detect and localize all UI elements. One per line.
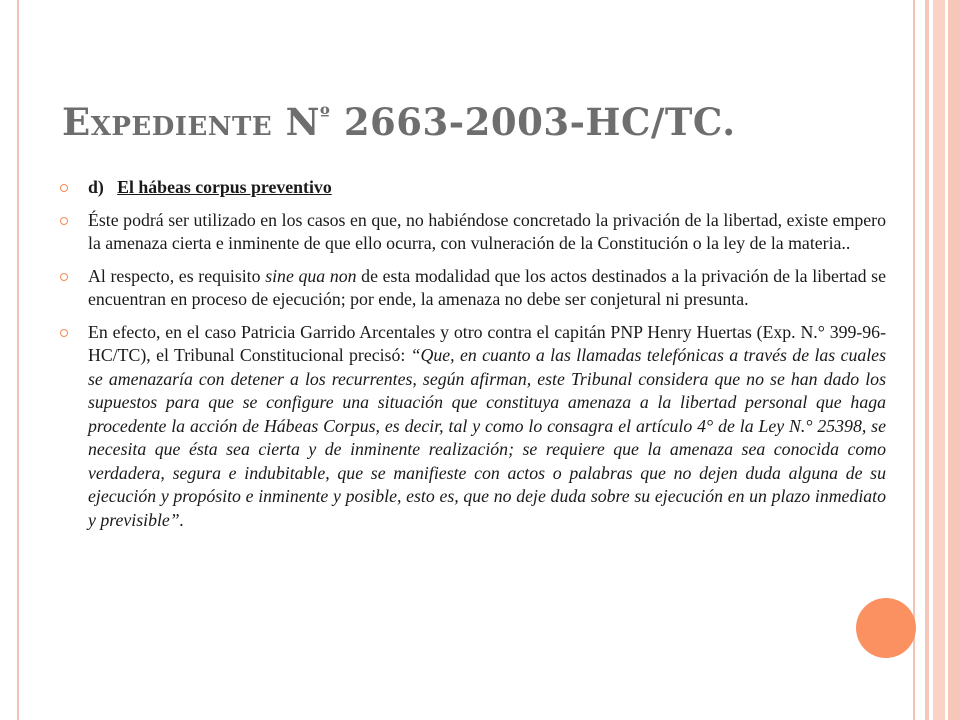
requirement-text-after: de esta modalidad que los actos destinados a la privación de la libertad se encuentran en proceso de ejecución; por ende, la amenaza no debe ser conjetural ni presunta. (88, 265, 886, 309)
decorative-side-stripes (915, 0, 960, 720)
title-word-expediente: xpediente (90, 100, 273, 144)
definition-text: Éste podrá ser utilizado en los casos en que, no habiéndose concretado la privación de la libertad, existe empero la amenaza cierta e inminente de que ello ocurra, con vulneración de la Constitución o la ley de la materia.. (88, 209, 886, 253)
bullet-item-case (60, 321, 886, 533)
bullet-item-requirement (60, 265, 886, 312)
heading-label: d) (88, 177, 104, 197)
slide-content (60, 176, 886, 541)
bullet-item-definition (60, 209, 886, 256)
title-ordinal: º (319, 102, 331, 127)
requirement-latin-term: sine qua non (265, 265, 357, 286)
title-number: 2663-2003-HC/TC. (343, 100, 736, 144)
bullet-circle-icon (60, 329, 68, 337)
bullet-circle-icon (60, 273, 68, 281)
decorative-circle (856, 598, 916, 658)
slide-title (62, 100, 736, 144)
bullet-item-heading (60, 176, 886, 200)
title-initial-n: N (285, 100, 320, 144)
bullet-circle-icon (60, 184, 68, 192)
requirement-text-before: Al respecto, es requisito (88, 265, 266, 286)
title-initial-e: E (62, 100, 91, 144)
heading-text: El hábeas corpus preventivo (117, 177, 332, 197)
case-text: En efecto, en el caso Patricia Garrido Arcentales y otro contra el capitán PNP Henry Huertas (Exp. N.° 399-96-HC/TC), el Tribunal Constitucional precisó: (88, 321, 886, 365)
case-quote: “Que, en cuanto a las llamadas telefónicas a través de las cuales se amenazaría con detener a los recurrentes, según afirman, este Tribunal considera que no se han dado los supuestos para que se configure una situación que constituya amenaza a la libertad personal que haga procedente la acción de Hábeas Corpus, es decir, tal y como lo consagra el artículo 4° de la Ley N.° 25398, se necesita que ésta sea cierta y de inminente realización; se requiere que la amenaza sea conocida como verdadera, segura e indubitable, que se manifieste con actos o palabras que no dejen duda alguna de su ejecución y propósito e inminente y posible, esto es, que no deje duda sobre su ejecución en un plazo inmediato y previsible”. (88, 345, 886, 530)
bullet-circle-icon (60, 217, 68, 225)
